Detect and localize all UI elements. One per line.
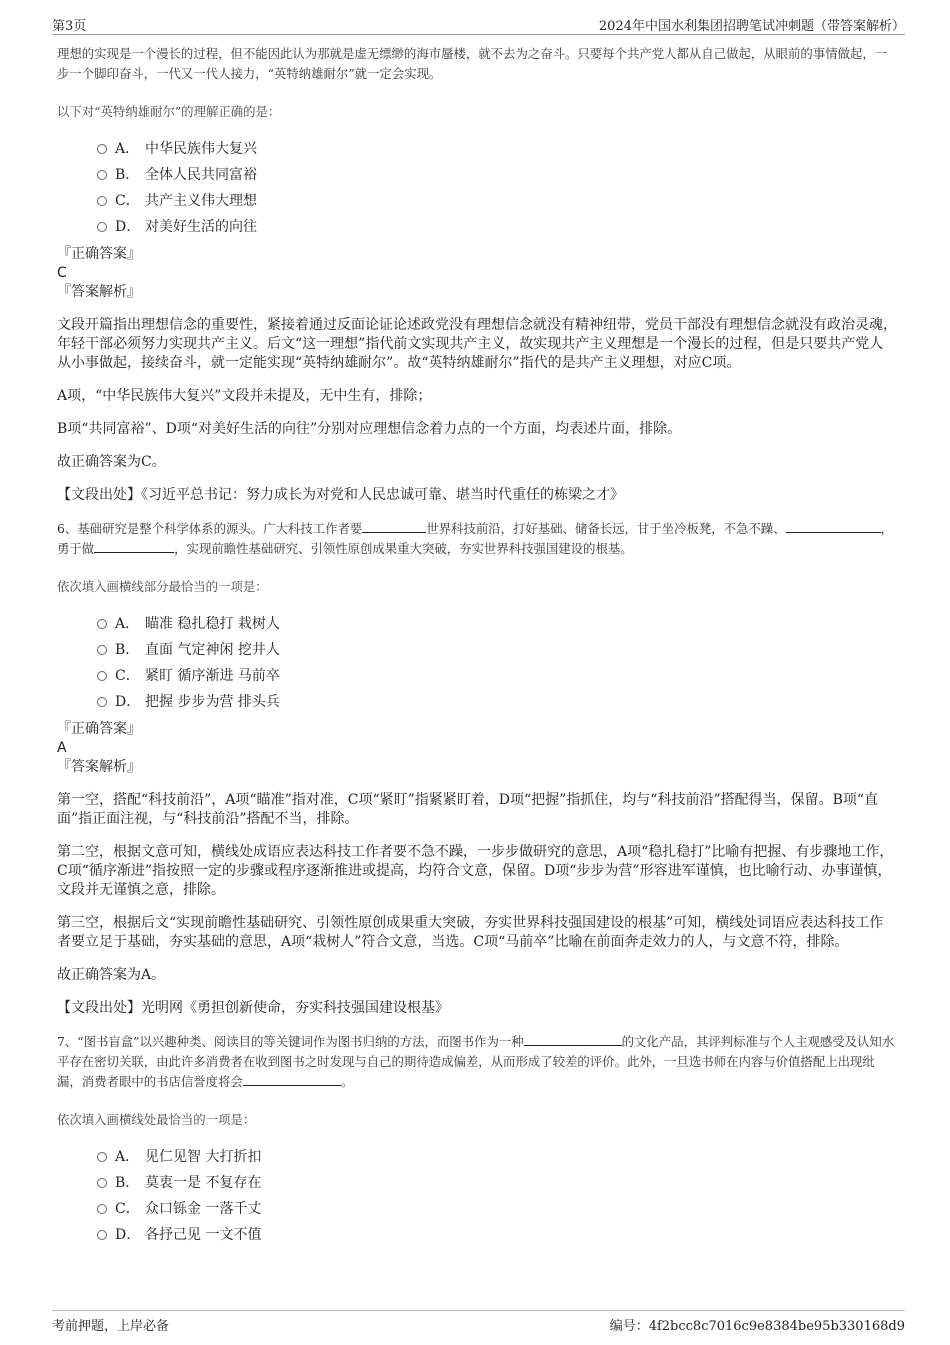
blank-2 xyxy=(243,1073,341,1086)
q6-analysis-4: 故正确答案为A。 xyxy=(57,967,166,983)
q7-option-b[interactable]: B． 莫衷一是 不复存在 xyxy=(97,1170,897,1196)
q5-analysis-1: 文段开篇指出理想信念的重要性，紧接着通过反面论证论述政党没有理想信念就没有精神纽带，党员干部没有理想信念就没有政治灵魂，年轻干部必须努力实现共产主义。后文“这一理想”指代前文实现共产主义，故实现共产主义理想是一个漫长的过程，但是只要共产党人从小事做起，接续奋斗，就一定能实现“英特纳雄耐尔”。故“英特纳雄耐尔”指代的是共产主义理想，对应C项。 xyxy=(57,317,897,371)
radio-icon[interactable] xyxy=(97,645,107,655)
q5-option-a[interactable]: A． 中华民族伟大复兴 xyxy=(97,136,897,162)
page-header xyxy=(52,12,905,35)
q6-analysis-1: 第一空，搭配“科技前沿”，A项“瞄准”指对准，C项“紧盯”指紧紧盯着，D项“把握”指抓住，均与“科技前沿”搭配得当，保留。B项“直面”指正面注视，与“科技前沿”搭配不当，排除。 xyxy=(57,792,879,827)
q5-option-b[interactable]: B． 全体人民共同富裕 xyxy=(97,162,897,188)
blank-1 xyxy=(362,520,426,533)
q5-option-d[interactable]: D． 对美好生活的向往 xyxy=(97,214,897,240)
q6-analysis-2: 第二空，根据文意可知，横线处成语应表达科技工作者要不急不躁，一步步做研究的意思，A项“稳扎稳打”比喻有把握、有步骤地工作，C项“循序渐进”指按照一定的步骤或程序逐渐推进或提高，均符合文意，保留。D项“步步为营”形容进军谨慎，也比喻行动、办事谨慎，文段并无谨慎之意，排除。 xyxy=(57,844,894,898)
q5-text: 理想的实现是一个漫长的过程，但不能因此认为那就是虚无缥缈的海市蜃楼，就不去为之奋斗。只要每个共产党人都从自己做起，从眼前的事情做起，一步一个脚印奋斗，一代又一代人接力，“英特纳雄耐尔”就一定会实现。 xyxy=(57,46,888,81)
radio-icon[interactable] xyxy=(97,170,107,180)
q5-answer: C xyxy=(57,265,67,281)
radio-icon[interactable] xyxy=(97,619,107,629)
radio-icon[interactable] xyxy=(97,1230,107,1240)
q7-prompt: 依次填入画横线处最恰当的一项是： xyxy=(57,1112,256,1127)
q6-option-d[interactable]: D． 把握 步步为营 排头兵 xyxy=(97,689,897,715)
q6-source: 【文段出处】光明网《勇担创新使命，夯实科技强国建设根基》 xyxy=(57,1000,449,1016)
q6-text: 6、基础研究是整个科学体系的源头。广大科技工作者要 世界科技前沿，打好基础、储备长远，甘于坐冷板凳，不急不躁、 ，勇于做 ，实现前瞻性基础研究、引领性原创成果重大突破，夯实世界科技强国建设的根基。 xyxy=(57,521,893,556)
q7-options xyxy=(97,1144,897,1248)
page-number: 第3页 xyxy=(52,19,87,34)
radio-icon[interactable] xyxy=(97,1178,107,1188)
q6-options xyxy=(97,611,897,715)
q5-answer-label: 『正确答案』 xyxy=(57,246,141,262)
radio-icon[interactable] xyxy=(97,1152,107,1162)
q5-option-c[interactable]: C． 共产主义伟大理想 xyxy=(97,188,897,214)
q5-prompt: 以下对“英特纳雄耐尔”的理解正确的是： xyxy=(57,104,281,119)
q6-answer-label: 『正确答案』 xyxy=(57,721,141,737)
radio-icon[interactable] xyxy=(97,196,107,206)
footer-slogan: 考前押题，上岸必备 xyxy=(52,1319,170,1334)
blank-2 xyxy=(786,520,881,533)
document-title: 2024年中国水利集团招聘笔试冲刺题（带答案解析） xyxy=(598,19,905,34)
q5-options xyxy=(97,136,897,240)
q7-option-a[interactable]: A． 见仁见智 大打折扣 xyxy=(97,1144,897,1170)
q6-option-c[interactable]: C． 紧盯 循序渐进 马前卒 xyxy=(97,663,897,689)
q6-analysis-label: 『答案解析』 xyxy=(57,759,141,775)
radio-icon[interactable] xyxy=(97,671,107,681)
blank-1 xyxy=(524,1033,622,1046)
q6-option-a[interactable]: A． 瞄准 稳扎稳打 栽树人 xyxy=(97,611,897,637)
q7-option-d[interactable]: D． 各抒己见 一文不值 xyxy=(97,1222,897,1248)
q5-analysis-3: B项“共同富裕”、D项“对美好生活的向往”分别对应理想信念着力点的一个方面，均表述片面，排除。 xyxy=(57,421,682,437)
page-footer xyxy=(52,1310,905,1334)
q6-option-b[interactable]: B． 直面 气定神闲 挖井人 xyxy=(97,637,897,663)
q6-prompt: 依次填入画横线部分最恰当的一项是： xyxy=(57,579,268,594)
radio-icon[interactable] xyxy=(97,144,107,154)
q5-analysis-4: 故正确答案为C。 xyxy=(57,454,166,470)
q6-answer: A xyxy=(57,740,67,756)
radio-icon[interactable] xyxy=(97,222,107,232)
q5-analysis-label: 『答案解析』 xyxy=(57,284,141,300)
document-id: 编号：4f2bcc8c7016c9e8384be95b330168d9 xyxy=(609,1319,905,1334)
radio-icon[interactable] xyxy=(97,1204,107,1214)
q6-analysis-3: 第三空，根据后文“实现前瞻性基础研究、引领性原创成果重大突破，夯实世界科技强国建设的根基”可知，横线处词语应表达科技工作者要立足于基础，夯实基础的意思，A项“栽树人”符合文意，当选。C项“马前卒”比喻在前面奔走效力的人，与文意不符，排除。 xyxy=(57,915,884,950)
q5-source: 【文段出处】《习近平总书记：努力成长为对党和人民忠诚可靠、堪当时代重任的栋梁之才》 xyxy=(57,487,624,503)
main-content xyxy=(57,44,897,1248)
blank-3 xyxy=(94,540,174,553)
q7-option-c[interactable]: C． 众口铄金 一落千丈 xyxy=(97,1196,897,1222)
q7-text: 7、“图书盲盒”以兴趣种类、阅读目的等关键词作为图书归纳的方法，而图书作为一种 的文化产品，其评判标准与个人主观感受及认知水平存在密切关联，由此许多消费者在收到图书之时发现与自己的期待造成偏差，从而形成了较差的评价。此外，一旦选书师在内容与价值搭配上出现纰漏，消费者眼中的书店信誉度将会 。 xyxy=(57,1034,895,1089)
q5-analysis-2: A项，“中华民族伟大复兴”文段并未提及，无中生有，排除； xyxy=(57,388,432,404)
radio-icon[interactable] xyxy=(97,697,107,707)
